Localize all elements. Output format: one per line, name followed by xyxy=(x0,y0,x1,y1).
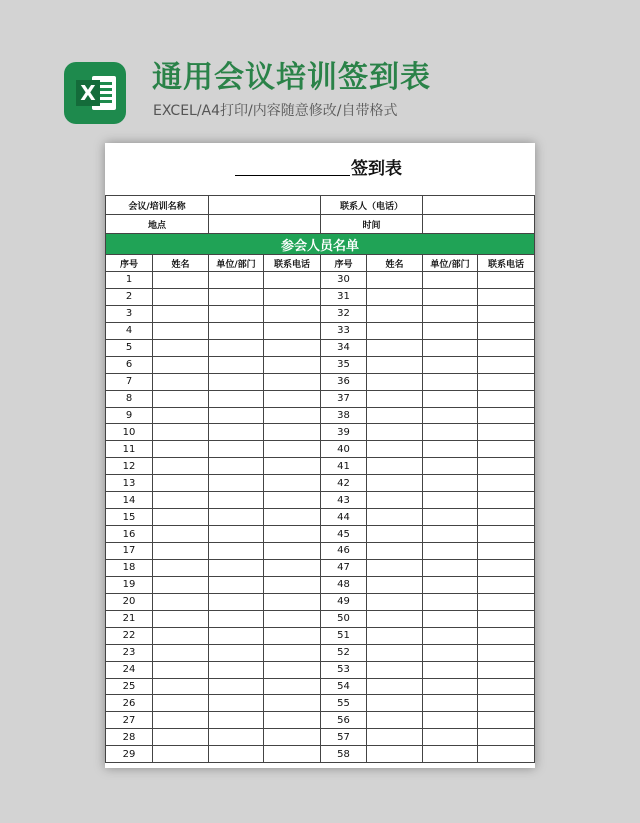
phone-cell[interactable] xyxy=(478,340,535,356)
department-cell[interactable] xyxy=(209,560,264,576)
department-cell[interactable] xyxy=(423,679,478,695)
col-header: 单位/部门 xyxy=(423,255,478,271)
department-cell[interactable] xyxy=(209,509,264,525)
phone-cell[interactable] xyxy=(264,611,321,627)
phone-cell[interactable] xyxy=(478,679,535,695)
name-cell[interactable] xyxy=(153,424,209,440)
name-cell[interactable] xyxy=(153,746,209,762)
phone-cell[interactable] xyxy=(264,594,321,610)
name-cell[interactable] xyxy=(153,458,209,474)
department-cell[interactable] xyxy=(209,594,264,610)
phone-cell[interactable] xyxy=(264,374,321,390)
department-cell[interactable] xyxy=(423,391,478,407)
department-cell[interactable] xyxy=(209,645,264,661)
phone-cell[interactable] xyxy=(478,695,535,711)
name-cell[interactable] xyxy=(153,526,209,542)
page-title: 通用会议培训签到表 xyxy=(152,60,431,95)
row-number: 28 xyxy=(105,729,153,745)
phone-cell[interactable] xyxy=(264,391,321,407)
info-row-location xyxy=(105,215,535,234)
department-cell[interactable] xyxy=(423,594,478,610)
row-number: 7 xyxy=(105,374,153,390)
name-cell[interactable] xyxy=(367,306,423,322)
row-number: 43 xyxy=(321,492,367,508)
col-header: 序号 xyxy=(105,255,153,271)
department-cell[interactable] xyxy=(423,357,478,373)
table-row xyxy=(105,560,535,577)
table-row xyxy=(105,695,535,712)
header xyxy=(0,0,640,140)
name-cell[interactable] xyxy=(153,628,209,644)
department-cell[interactable] xyxy=(209,679,264,695)
name-cell[interactable] xyxy=(153,594,209,610)
department-cell[interactable] xyxy=(423,374,478,390)
department-cell[interactable] xyxy=(423,458,478,474)
row-number: 31 xyxy=(321,289,367,305)
row-number: 18 xyxy=(105,560,153,576)
col-header: 序号 xyxy=(321,255,367,271)
table-row xyxy=(105,611,535,628)
row-number: 4 xyxy=(105,323,153,339)
contact-label: 联系人（电话） xyxy=(321,196,423,214)
phone-cell[interactable] xyxy=(478,560,535,576)
col-header: 单位/部门 xyxy=(209,255,264,271)
name-cell[interactable] xyxy=(367,289,423,305)
name-cell[interactable] xyxy=(367,594,423,610)
phone-cell[interactable] xyxy=(478,272,535,288)
table-row xyxy=(105,340,535,357)
phone-cell[interactable] xyxy=(478,628,535,644)
row-number: 26 xyxy=(105,695,153,711)
name-cell[interactable] xyxy=(367,577,423,593)
row-number: 57 xyxy=(321,729,367,745)
name-cell[interactable] xyxy=(153,729,209,745)
phone-cell[interactable] xyxy=(264,340,321,356)
phone-cell[interactable] xyxy=(478,306,535,322)
department-cell[interactable] xyxy=(423,611,478,627)
name-cell[interactable] xyxy=(153,695,209,711)
phone-cell[interactable] xyxy=(264,628,321,644)
phone-cell[interactable] xyxy=(478,611,535,627)
phone-cell[interactable] xyxy=(264,509,321,525)
row-number: 32 xyxy=(321,306,367,322)
table-row xyxy=(105,594,535,611)
row-number: 3 xyxy=(105,306,153,322)
name-cell[interactable] xyxy=(153,611,209,627)
department-cell[interactable] xyxy=(209,577,264,593)
row-number: 50 xyxy=(321,611,367,627)
phone-cell[interactable] xyxy=(478,577,535,593)
location-label: 地点 xyxy=(105,215,209,233)
department-cell[interactable] xyxy=(209,611,264,627)
department-cell[interactable] xyxy=(423,543,478,559)
row-number: 14 xyxy=(105,492,153,508)
name-cell[interactable] xyxy=(367,492,423,508)
department-cell[interactable] xyxy=(209,662,264,678)
row-number: 53 xyxy=(321,662,367,678)
department-cell[interactable] xyxy=(423,746,478,762)
department-cell[interactable] xyxy=(423,645,478,661)
phone-cell[interactable] xyxy=(264,746,321,762)
attendee-rows xyxy=(105,272,535,763)
name-cell[interactable] xyxy=(367,526,423,542)
row-number: 23 xyxy=(105,645,153,661)
row-number: 30 xyxy=(321,272,367,288)
phone-cell[interactable] xyxy=(264,289,321,305)
department-cell[interactable] xyxy=(209,475,264,491)
department-cell[interactable] xyxy=(209,458,264,474)
table-row xyxy=(105,391,535,408)
phone-cell[interactable] xyxy=(264,645,321,661)
phone-cell[interactable] xyxy=(264,695,321,711)
name-cell[interactable] xyxy=(367,323,423,339)
row-number: 19 xyxy=(105,577,153,593)
time-label: 时间 xyxy=(321,215,423,233)
location-value-cell[interactable] xyxy=(209,215,321,233)
name-cell[interactable] xyxy=(153,577,209,593)
phone-cell[interactable] xyxy=(264,577,321,593)
name-cell[interactable] xyxy=(153,560,209,576)
name-cell[interactable] xyxy=(367,729,423,745)
row-number: 35 xyxy=(321,357,367,373)
name-cell[interactable] xyxy=(367,543,423,559)
row-number: 11 xyxy=(105,441,153,457)
name-cell[interactable] xyxy=(153,391,209,407)
phone-cell[interactable] xyxy=(264,424,321,440)
department-cell[interactable] xyxy=(209,424,264,440)
name-cell[interactable] xyxy=(153,323,209,339)
row-number: 49 xyxy=(321,594,367,610)
department-cell[interactable] xyxy=(423,424,478,440)
department-cell[interactable] xyxy=(423,526,478,542)
department-cell[interactable] xyxy=(209,357,264,373)
table-row xyxy=(105,526,535,543)
name-cell[interactable] xyxy=(367,679,423,695)
name-cell[interactable] xyxy=(153,492,209,508)
name-cell[interactable] xyxy=(367,695,423,711)
row-number: 38 xyxy=(321,408,367,424)
table-row xyxy=(105,577,535,594)
department-cell[interactable] xyxy=(423,306,478,322)
row-number: 1 xyxy=(105,272,153,288)
row-number: 37 xyxy=(321,391,367,407)
phone-cell[interactable] xyxy=(478,509,535,525)
name-cell[interactable] xyxy=(367,391,423,407)
department-cell[interactable] xyxy=(209,543,264,559)
table-row xyxy=(105,746,535,763)
phone-cell[interactable] xyxy=(264,679,321,695)
name-cell[interactable] xyxy=(367,441,423,457)
row-number: 33 xyxy=(321,323,367,339)
phone-cell[interactable] xyxy=(264,729,321,745)
department-cell[interactable] xyxy=(209,526,264,542)
phone-cell[interactable] xyxy=(264,458,321,474)
row-number: 27 xyxy=(105,712,153,728)
row-number: 48 xyxy=(321,577,367,593)
phone-cell[interactable] xyxy=(478,323,535,339)
phone-cell[interactable] xyxy=(478,391,535,407)
name-cell[interactable] xyxy=(367,340,423,356)
row-number: 47 xyxy=(321,560,367,576)
department-cell[interactable] xyxy=(209,746,264,762)
phone-cell[interactable] xyxy=(478,374,535,390)
phone-cell[interactable] xyxy=(478,662,535,678)
row-number: 20 xyxy=(105,594,153,610)
department-cell[interactable] xyxy=(423,509,478,525)
name-cell[interactable] xyxy=(367,357,423,373)
department-cell[interactable] xyxy=(423,289,478,305)
col-header: 联系电话 xyxy=(264,255,321,271)
row-number: 44 xyxy=(321,509,367,525)
department-cell[interactable] xyxy=(209,272,264,288)
department-cell[interactable] xyxy=(209,628,264,644)
phone-cell[interactable] xyxy=(478,357,535,373)
info-row-meeting xyxy=(105,196,535,215)
table-row xyxy=(105,306,535,323)
row-number: 16 xyxy=(105,526,153,542)
row-number: 56 xyxy=(321,712,367,728)
department-cell[interactable] xyxy=(423,662,478,678)
row-number: 41 xyxy=(321,458,367,474)
name-cell[interactable] xyxy=(153,408,209,424)
row-number: 6 xyxy=(105,357,153,373)
row-number: 9 xyxy=(105,408,153,424)
sign-in-sheet xyxy=(105,143,535,768)
table-row xyxy=(105,543,535,560)
meeting-value-cell[interactable] xyxy=(209,196,321,214)
phone-cell[interactable] xyxy=(264,543,321,559)
phone-cell[interactable] xyxy=(478,424,535,440)
name-cell[interactable] xyxy=(153,662,209,678)
department-cell[interactable] xyxy=(423,712,478,728)
phone-cell[interactable] xyxy=(478,729,535,745)
phone-cell[interactable] xyxy=(478,408,535,424)
phone-cell[interactable] xyxy=(264,441,321,457)
department-cell[interactable] xyxy=(209,729,264,745)
phone-cell[interactable] xyxy=(264,306,321,322)
table-row xyxy=(105,357,535,374)
col-header: 联系电话 xyxy=(478,255,535,271)
department-cell[interactable] xyxy=(209,408,264,424)
meeting-label: 会议/培训名称 xyxy=(105,196,209,214)
department-cell[interactable] xyxy=(423,408,478,424)
name-cell[interactable] xyxy=(153,374,209,390)
name-cell[interactable] xyxy=(367,645,423,661)
table-row xyxy=(105,509,535,526)
department-cell[interactable] xyxy=(423,560,478,576)
name-cell[interactable] xyxy=(367,458,423,474)
department-cell[interactable] xyxy=(209,712,264,728)
row-number: 45 xyxy=(321,526,367,542)
row-number: 55 xyxy=(321,695,367,711)
name-cell[interactable] xyxy=(153,289,209,305)
section-banner: 参会人员名单 xyxy=(105,234,535,255)
department-cell[interactable] xyxy=(209,441,264,457)
row-number: 40 xyxy=(321,441,367,457)
name-cell[interactable] xyxy=(153,306,209,322)
department-cell[interactable] xyxy=(209,340,264,356)
department-cell[interactable] xyxy=(209,695,264,711)
name-cell[interactable] xyxy=(367,611,423,627)
name-cell[interactable] xyxy=(153,645,209,661)
department-cell[interactable] xyxy=(423,695,478,711)
phone-cell[interactable] xyxy=(264,408,321,424)
table-row xyxy=(105,729,535,746)
department-cell[interactable] xyxy=(423,323,478,339)
name-cell[interactable] xyxy=(153,441,209,457)
sign-in-table xyxy=(105,195,535,763)
name-cell[interactable] xyxy=(153,475,209,491)
name-cell[interactable] xyxy=(367,560,423,576)
table-row xyxy=(105,272,535,289)
title-blank-line[interactable] xyxy=(235,175,350,176)
row-number: 2 xyxy=(105,289,153,305)
department-cell[interactable] xyxy=(209,289,264,305)
sheet-title xyxy=(105,155,535,185)
department-cell[interactable] xyxy=(209,306,264,322)
row-number: 42 xyxy=(321,475,367,491)
contact-value-cell[interactable] xyxy=(423,196,535,214)
phone-cell[interactable] xyxy=(478,492,535,508)
department-cell[interactable] xyxy=(423,475,478,491)
row-number: 51 xyxy=(321,628,367,644)
name-cell[interactable] xyxy=(367,746,423,762)
table-row xyxy=(105,408,535,425)
phone-cell[interactable] xyxy=(478,543,535,559)
department-cell[interactable] xyxy=(209,323,264,339)
phone-cell[interactable] xyxy=(264,526,321,542)
name-cell[interactable] xyxy=(367,408,423,424)
phone-cell[interactable] xyxy=(478,594,535,610)
department-cell[interactable] xyxy=(423,340,478,356)
department-cell[interactable] xyxy=(423,272,478,288)
phone-cell[interactable] xyxy=(264,662,321,678)
table-row xyxy=(105,441,535,458)
table-row xyxy=(105,458,535,475)
row-number: 8 xyxy=(105,391,153,407)
name-cell[interactable] xyxy=(153,712,209,728)
row-number: 10 xyxy=(105,424,153,440)
name-cell[interactable] xyxy=(153,543,209,559)
phone-cell[interactable] xyxy=(478,458,535,474)
name-cell[interactable] xyxy=(153,509,209,525)
department-cell[interactable] xyxy=(423,729,478,745)
name-cell[interactable] xyxy=(367,662,423,678)
row-number: 39 xyxy=(321,424,367,440)
department-cell[interactable] xyxy=(209,391,264,407)
department-cell[interactable] xyxy=(423,492,478,508)
time-value-cell[interactable] xyxy=(423,215,535,233)
table-row xyxy=(105,323,535,340)
phone-cell[interactable] xyxy=(264,475,321,491)
row-number: 54 xyxy=(321,679,367,695)
table-row xyxy=(105,712,535,729)
table-row xyxy=(105,374,535,391)
name-cell[interactable] xyxy=(153,679,209,695)
page-subtitle: EXCEL/A4打印/内容随意修改/自带格式 xyxy=(153,103,398,119)
phone-cell[interactable] xyxy=(478,526,535,542)
excel-x-letter: X xyxy=(76,80,100,106)
row-number: 17 xyxy=(105,543,153,559)
table-row xyxy=(105,475,535,492)
name-cell[interactable] xyxy=(367,374,423,390)
name-cell[interactable] xyxy=(153,272,209,288)
row-number: 34 xyxy=(321,340,367,356)
table-row xyxy=(105,492,535,509)
department-cell[interactable] xyxy=(423,577,478,593)
department-cell[interactable] xyxy=(423,628,478,644)
name-cell[interactable] xyxy=(367,272,423,288)
department-cell[interactable] xyxy=(209,492,264,508)
row-number: 5 xyxy=(105,340,153,356)
col-header: 姓名 xyxy=(153,255,209,271)
row-number: 25 xyxy=(105,679,153,695)
row-number: 58 xyxy=(321,746,367,762)
row-number: 36 xyxy=(321,374,367,390)
department-cell[interactable] xyxy=(209,374,264,390)
table-row xyxy=(105,662,535,679)
excel-icon xyxy=(64,62,126,124)
table-row xyxy=(105,628,535,645)
column-header-row xyxy=(105,255,535,272)
name-cell[interactable] xyxy=(153,340,209,356)
row-number: 52 xyxy=(321,645,367,661)
table-row xyxy=(105,645,535,662)
row-number: 29 xyxy=(105,746,153,762)
phone-cell[interactable] xyxy=(264,492,321,508)
phone-cell[interactable] xyxy=(478,441,535,457)
phone-cell[interactable] xyxy=(478,475,535,491)
name-cell[interactable] xyxy=(367,475,423,491)
row-number: 21 xyxy=(105,611,153,627)
phone-cell[interactable] xyxy=(478,712,535,728)
name-cell[interactable] xyxy=(367,509,423,525)
phone-cell[interactable] xyxy=(478,645,535,661)
table-row xyxy=(105,679,535,696)
phone-cell[interactable] xyxy=(264,272,321,288)
row-number: 24 xyxy=(105,662,153,678)
name-cell[interactable] xyxy=(367,424,423,440)
department-cell[interactable] xyxy=(423,441,478,457)
phone-cell[interactable] xyxy=(264,357,321,373)
table-row xyxy=(105,289,535,306)
name-cell[interactable] xyxy=(367,628,423,644)
row-number: 12 xyxy=(105,458,153,474)
phone-cell[interactable] xyxy=(264,323,321,339)
row-number: 46 xyxy=(321,543,367,559)
sheet-title-text: 签到表 xyxy=(351,159,402,179)
col-header: 姓名 xyxy=(367,255,423,271)
name-cell[interactable] xyxy=(153,357,209,373)
row-number: 13 xyxy=(105,475,153,491)
phone-cell[interactable] xyxy=(478,289,535,305)
phone-cell[interactable] xyxy=(478,746,535,762)
phone-cell[interactable] xyxy=(264,712,321,728)
row-number: 15 xyxy=(105,509,153,525)
name-cell[interactable] xyxy=(367,712,423,728)
phone-cell[interactable] xyxy=(264,560,321,576)
row-number: 22 xyxy=(105,628,153,644)
table-row xyxy=(105,424,535,441)
